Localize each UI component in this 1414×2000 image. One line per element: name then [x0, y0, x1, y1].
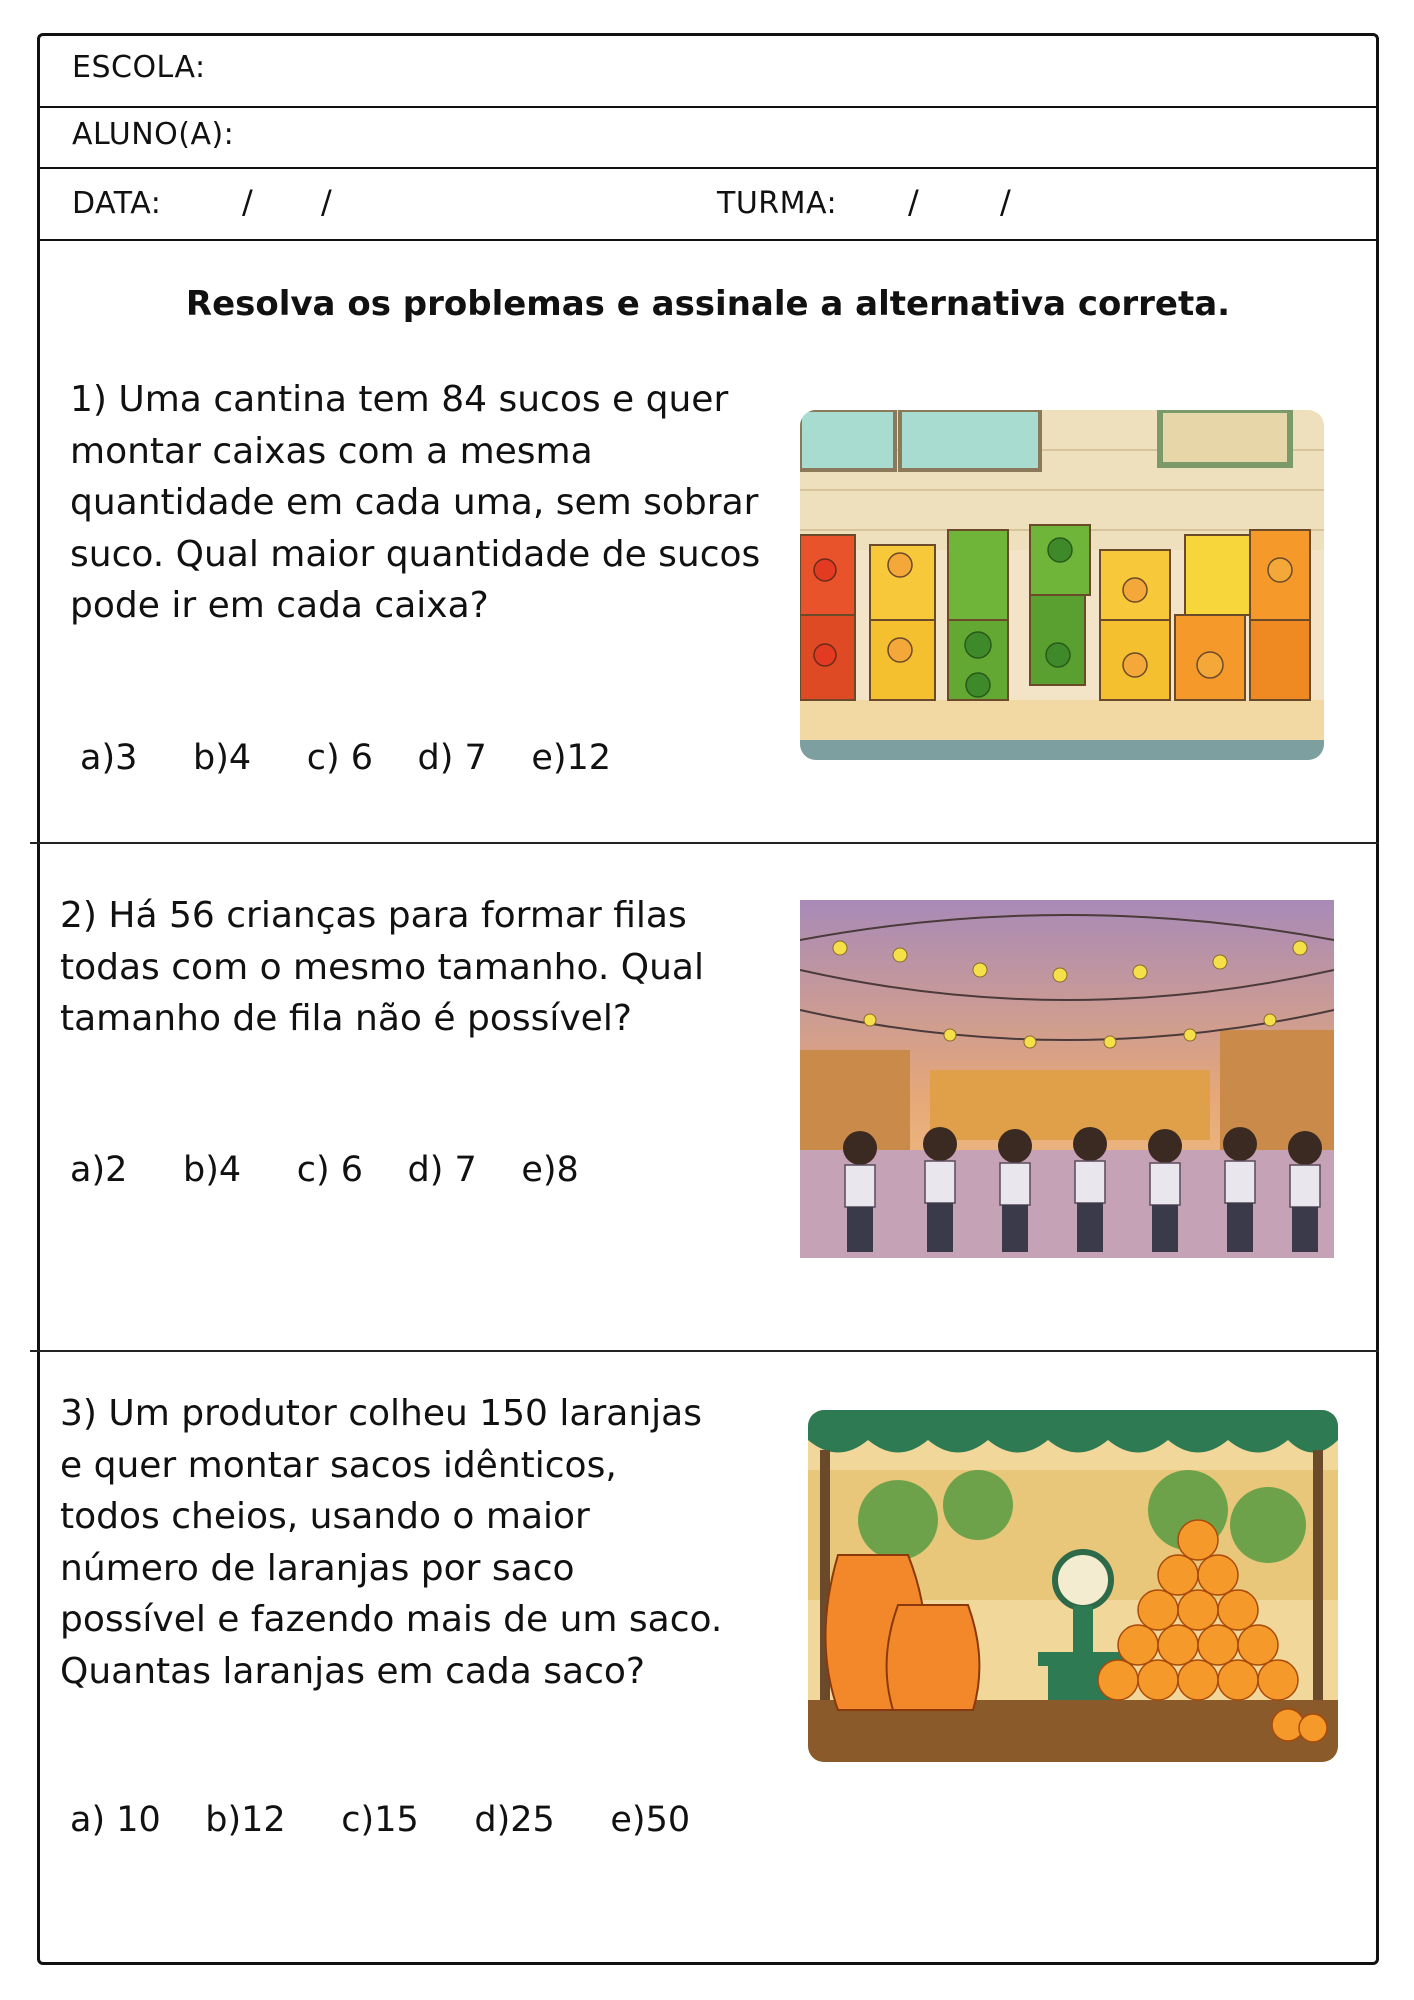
question-3-options[interactable]: a) 10 b)12 c)15 d)25 e)50 — [70, 1800, 691, 1840]
question-line: montar caixas com a mesma — [70, 430, 593, 472]
question-line: possível e fazendo mais de um saco. — [60, 1599, 723, 1640]
question-1-text — [70, 374, 760, 632]
question-2-text — [60, 890, 704, 1045]
question-1-options[interactable]: a)3 b)4 c) 6 d) 7 e)12 — [80, 738, 612, 778]
orange-market-stall-illustration-icon — [808, 1410, 1338, 1762]
question-line: todos cheios, usando o maior — [60, 1496, 590, 1537]
question-line: quantidade em cada uma, sem sobrar — [70, 482, 759, 523]
question-3-text — [60, 1388, 722, 1697]
date-slash: / — [321, 183, 332, 221]
juice-boxes-illustration-icon — [800, 410, 1324, 760]
date-label: DATA: — [72, 186, 162, 221]
question-line: suco. Qual maior quantidade de sucos — [70, 533, 761, 575]
question-line: 3) Um produtor colheu 150 laranjas — [60, 1393, 702, 1434]
question-2-options[interactable]: a)2 b)4 c) 6 d) 7 e)8 — [70, 1150, 579, 1190]
class-label: TURMA: — [717, 186, 838, 221]
school-label: ESCOLA: — [72, 50, 206, 85]
question-line: número de laranjas por saco — [60, 1547, 575, 1589]
children-schoolyard-illustration-icon — [800, 900, 1334, 1258]
class-slash: / — [1000, 183, 1011, 221]
student-label: ALUNO(A): — [72, 117, 235, 152]
student-row — [40, 108, 1376, 169]
section-divider — [30, 1350, 1379, 1352]
question-line: Quantas laranjas em cada saco? — [60, 1650, 646, 1692]
question-line: todas com o mesmo tamanho. Qual — [60, 946, 704, 988]
question-line: 1) Uma cantina tem 84 sucos e quer — [70, 379, 729, 420]
section-divider — [30, 842, 1379, 844]
instruction-heading: Resolva os problemas e assinale a alternativa correta. — [185, 284, 1231, 324]
class-slash: / — [908, 183, 919, 221]
question-line: pode ir em cada caixa? — [70, 585, 489, 626]
date-slash: / — [242, 183, 253, 221]
school-row — [40, 36, 1376, 108]
question-line: tamanho de fila não é possível? — [60, 998, 632, 1039]
question-line: e quer montar sacos idênticos, — [60, 1444, 617, 1486]
date-class-row — [40, 169, 1376, 241]
question-line: 2) Há 56 crianças para formar filas — [60, 895, 687, 936]
